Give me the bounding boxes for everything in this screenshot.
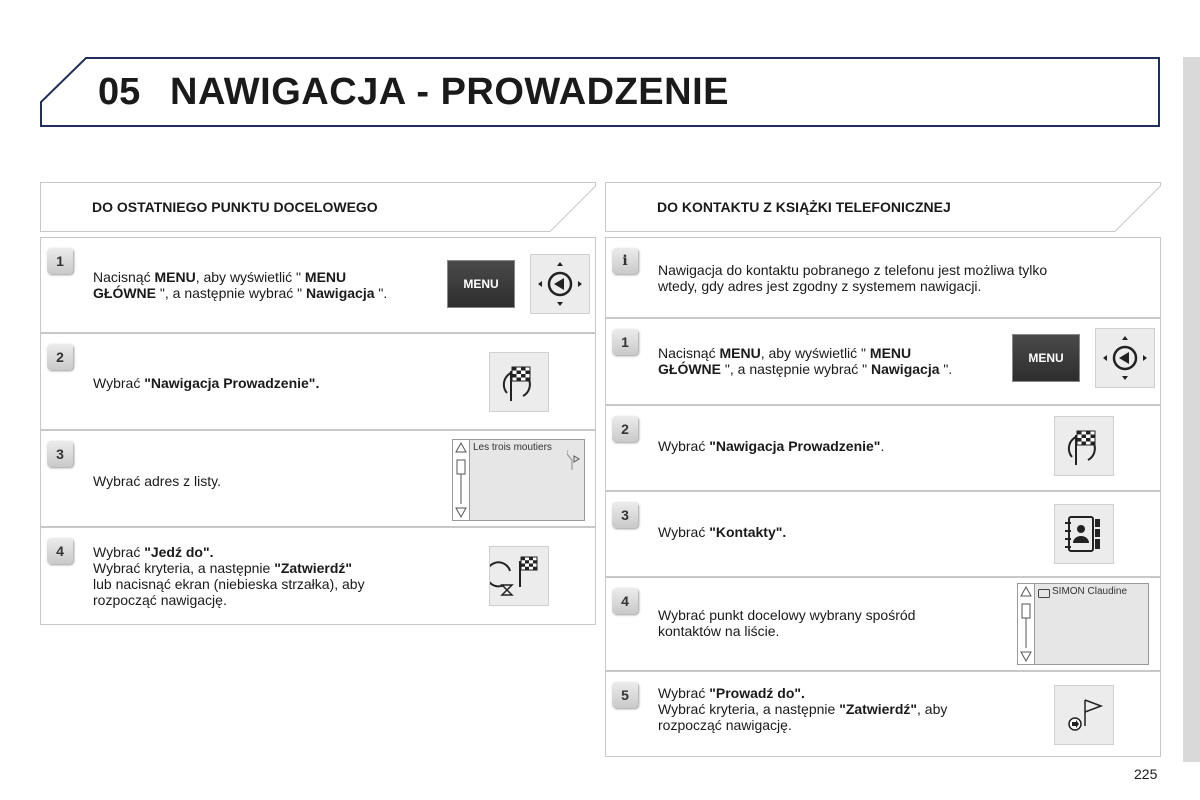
- guide-to-icon: [1054, 685, 1114, 745]
- step-number-badge: 4: [47, 538, 73, 564]
- step-number-badge: 4: [612, 588, 638, 614]
- address-list-screenshot: [452, 439, 585, 521]
- list-scrollbar: [453, 440, 470, 520]
- info-icon: i: [612, 248, 638, 274]
- step-text: Wybrać "Kontakty".: [658, 524, 787, 540]
- step-text: Wybrać punkt docelowy wybrany spośród kontaktów na liście.: [658, 607, 916, 639]
- side-tab-bar: [1183, 57, 1200, 762]
- left-step-4: [40, 527, 596, 625]
- right-step-1: [605, 318, 1161, 405]
- section-title: DO OSTATNIEGO PUNKTU DOCELOWEGO: [92, 199, 378, 215]
- contact-list-screenshot: [1017, 583, 1149, 665]
- step-number-badge: 2: [47, 344, 73, 370]
- step-number-badge: 1: [612, 329, 638, 355]
- menu-button-image: MENU: [447, 260, 515, 308]
- step-text: Wybrać "Nawigacja Prowadzenie".: [658, 438, 885, 454]
- step-number-badge: 3: [612, 502, 638, 528]
- go-to-icon: [489, 546, 549, 606]
- page-number: 225: [1134, 766, 1158, 782]
- nav-joystick-icon: [530, 254, 590, 314]
- left-step-1: [40, 237, 596, 333]
- chapter-number: 05: [98, 71, 141, 113]
- step-number-badge: 5: [612, 682, 638, 708]
- step-text: Wybrać "Prowadź do". Wybrać kryteria, a następnie "Zatwierdź", aby rozpocząć nawigację.: [658, 685, 948, 733]
- step-number-badge: 3: [47, 441, 73, 467]
- menu-button-image: MENU: [1012, 334, 1080, 382]
- nav-joystick-icon: [1095, 328, 1155, 388]
- right-step-2: [605, 405, 1161, 491]
- info-text: Nawigacja do kontaktu pobranego z telefonu jest możliwa tylko wtedy, gdy adres jest zgodny z systemem nawigacji.: [658, 262, 1048, 294]
- checkered-flag-icon: [489, 352, 549, 412]
- step-text: Wybrać "Jedź do". Wybrać kryteria, a następnie "Zatwierdź" lub nacisnąć ekran (niebieska strzałka), aby rozpocząć nawigację.: [93, 544, 365, 608]
- list-scrollbar: [1018, 584, 1035, 664]
- checkered-flag-icon: [1054, 416, 1114, 476]
- step-text: Nacisnąć MENU, aby wyświetlić " MENU GŁÓWNE ", a następnie wybrać " Nawigacja ".: [658, 345, 953, 377]
- right-info-box: [605, 237, 1161, 318]
- page-title: NAWIGACJA - PROWADZENIE: [170, 71, 729, 113]
- step-number-badge: 1: [47, 248, 73, 274]
- step-text: Nacisnąć MENU, aby wyświetlić " MENU GŁÓWNE ", a następnie wybrać " Nawigacja ".: [93, 269, 388, 301]
- left-step-2: [40, 333, 596, 430]
- right-step-4: [605, 577, 1161, 671]
- contacts-icon: [1054, 504, 1114, 564]
- right-step-5: [605, 671, 1161, 757]
- contact-card-icon: [1038, 589, 1050, 598]
- step-number-badge: 2: [612, 416, 638, 442]
- list-item: SIMON Claudine: [1052, 586, 1128, 597]
- list-item: Les trois moutiers: [473, 442, 552, 453]
- right-section-header: [605, 182, 1161, 232]
- left-step-3: [40, 430, 596, 527]
- section-title: DO KONTAKTU Z KSIĄŻKI TELEFONICZNEJ: [657, 199, 951, 215]
- step-text: Wybrać "Nawigacja Prowadzenie".: [93, 375, 320, 391]
- left-section-header: [40, 182, 596, 232]
- step-text: Wybrać adres z listy.: [93, 473, 221, 489]
- right-step-3: [605, 491, 1161, 577]
